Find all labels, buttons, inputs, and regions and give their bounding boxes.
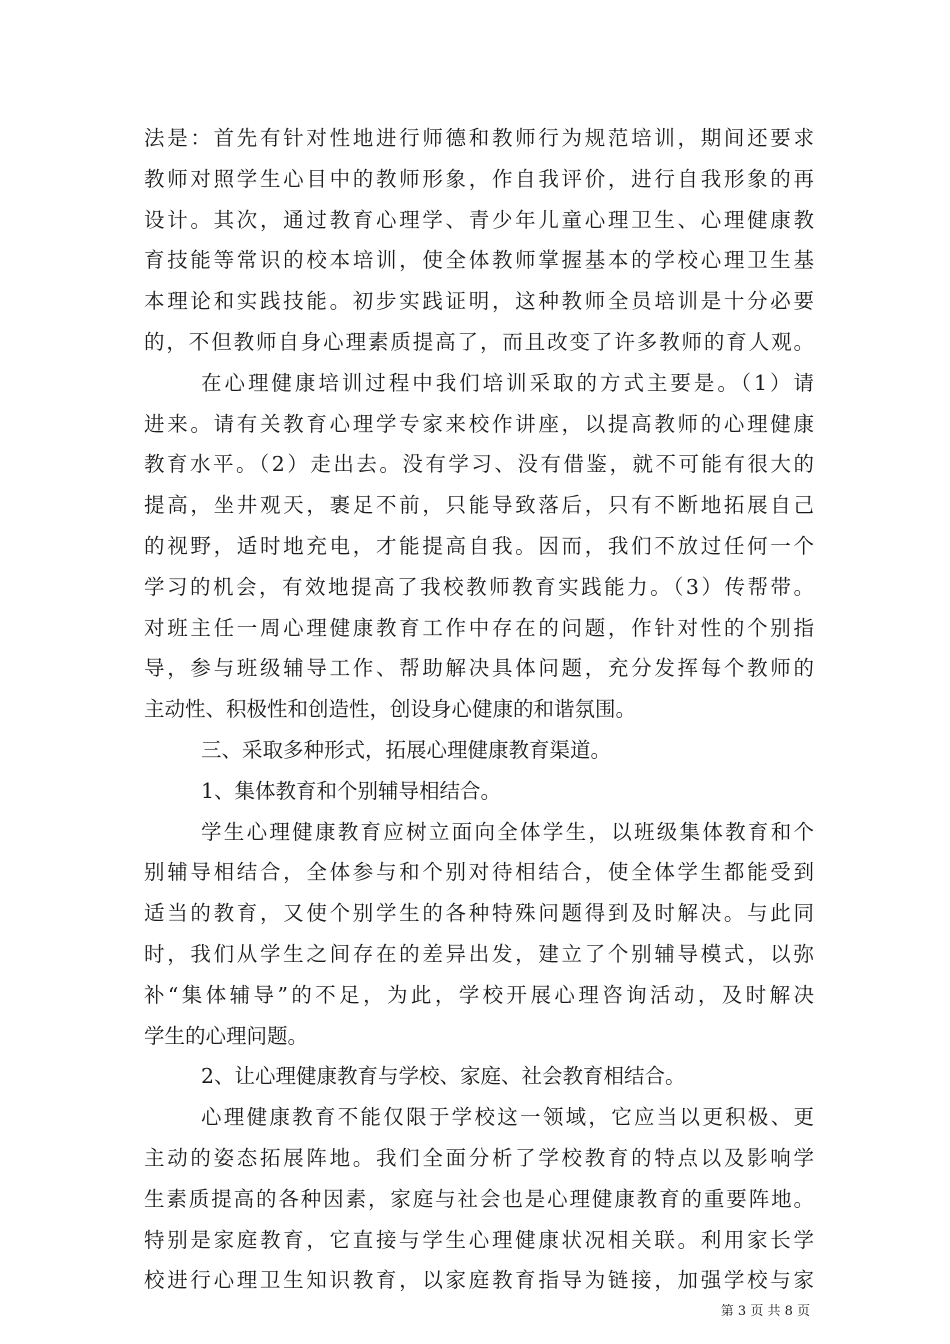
subsection-heading: 1、集体教育和个别辅导相结合。 [201,778,502,803]
text-line: 设计。其次，通过教育心理学、青少年儿童心理卫生、心理健康教 [144,207,814,232]
text-line: 生素质提高的各种因素，家庭与社会也是心理健康教育的重要阵地。 [144,1186,814,1211]
text-line: 本理论和实践技能。初步实践证明，这种教师全员培训是十分必要 [144,289,814,314]
text-line: 适当的教育，又使个别学生的各种特殊问题得到及时解决。与此同 [144,901,814,926]
text-line: 校进行心理卫生知识教育，以家庭教育指导为链接，加强学校与家 [144,1268,814,1293]
text-line: 育技能等常识的校本培训，使全体教师掌握基本的学校心理卫生基 [144,248,814,273]
text-line: 的，不但教师自身心理素质提高了，而且改变了许多教师的育人观。 [144,329,814,354]
section-heading: 三、采取多种形式，拓展心理健康教育渠道。 [201,737,611,762]
text-line: 的视野，适时地充电，才能提高自我。因而，我们不放过任何一个 [144,533,814,558]
text-line: 学生的心理问题。 [144,1023,308,1048]
text-line: 时，我们从学生之间存在的差异出发，建立了个别辅导模式，以弥 [144,941,814,966]
text-line: 教育水平。（2）走出去。没有学习、没有借鉴，就不可能有很大的 [144,452,814,477]
text-line: 主动的姿态拓展阵地。我们全面分析了学校教育的特点以及影响学 [144,1145,814,1170]
text-line: 法是：首先有针对性地进行师德和教师行为规范培训，期间还要求 [144,126,814,150]
text-line: 心理健康教育不能仅限于学校这一领域，它应当以更积极、更 [201,1105,814,1130]
text-line: 对班主任一周心理健康教育工作中存在的问题，作针对性的个别指 [144,615,814,640]
text-line: 提高，坐井观天，裹足不前，只能导致落后，只有不断地拓展自己 [144,493,814,518]
text-line: 特别是家庭教育，它直接与学生心理健康状况相关联。利用家长学 [144,1227,814,1252]
text-line: 导，参与班级辅导工作、帮助解决具体问题，充分发挥每个教师的 [144,656,814,681]
text-line: 教师对照学生心目中的教师形象，作自我评价，进行自我形象的再 [144,166,814,191]
text-line: 学生心理健康教育应树立面向全体学生，以班级集体教育和个 [201,819,814,844]
text-line: 在心理健康培训过程中我们培训采取的方式主要是。（1）请 [201,370,814,395]
document-body [144,118,814,1301]
text-line: 学习的机会，有效地提高了我校教师教育实践能力。（3）传帮带。 [144,574,814,599]
text-line: 进来。请有关教育心理学专家来校作讲座，以提高教师的心理健康 [144,411,814,436]
text-line: 别辅导相结合，全体参与和个别对待相结合，使全体学生都能受到 [144,860,814,885]
text-line: 主动性、积极性和创造性，创设身心健康的和谐氛围。 [144,697,636,722]
page-number-footer: 第 3 页 共 8 页 [720,1304,810,1319]
text-line: 补“集体辅导”的不足，为此，学校开展心理咨询活动，及时解决 [144,982,814,1007]
subsection-heading: 2、让心理健康教育与学校、家庭、社会教育相结合。 [201,1064,686,1089]
